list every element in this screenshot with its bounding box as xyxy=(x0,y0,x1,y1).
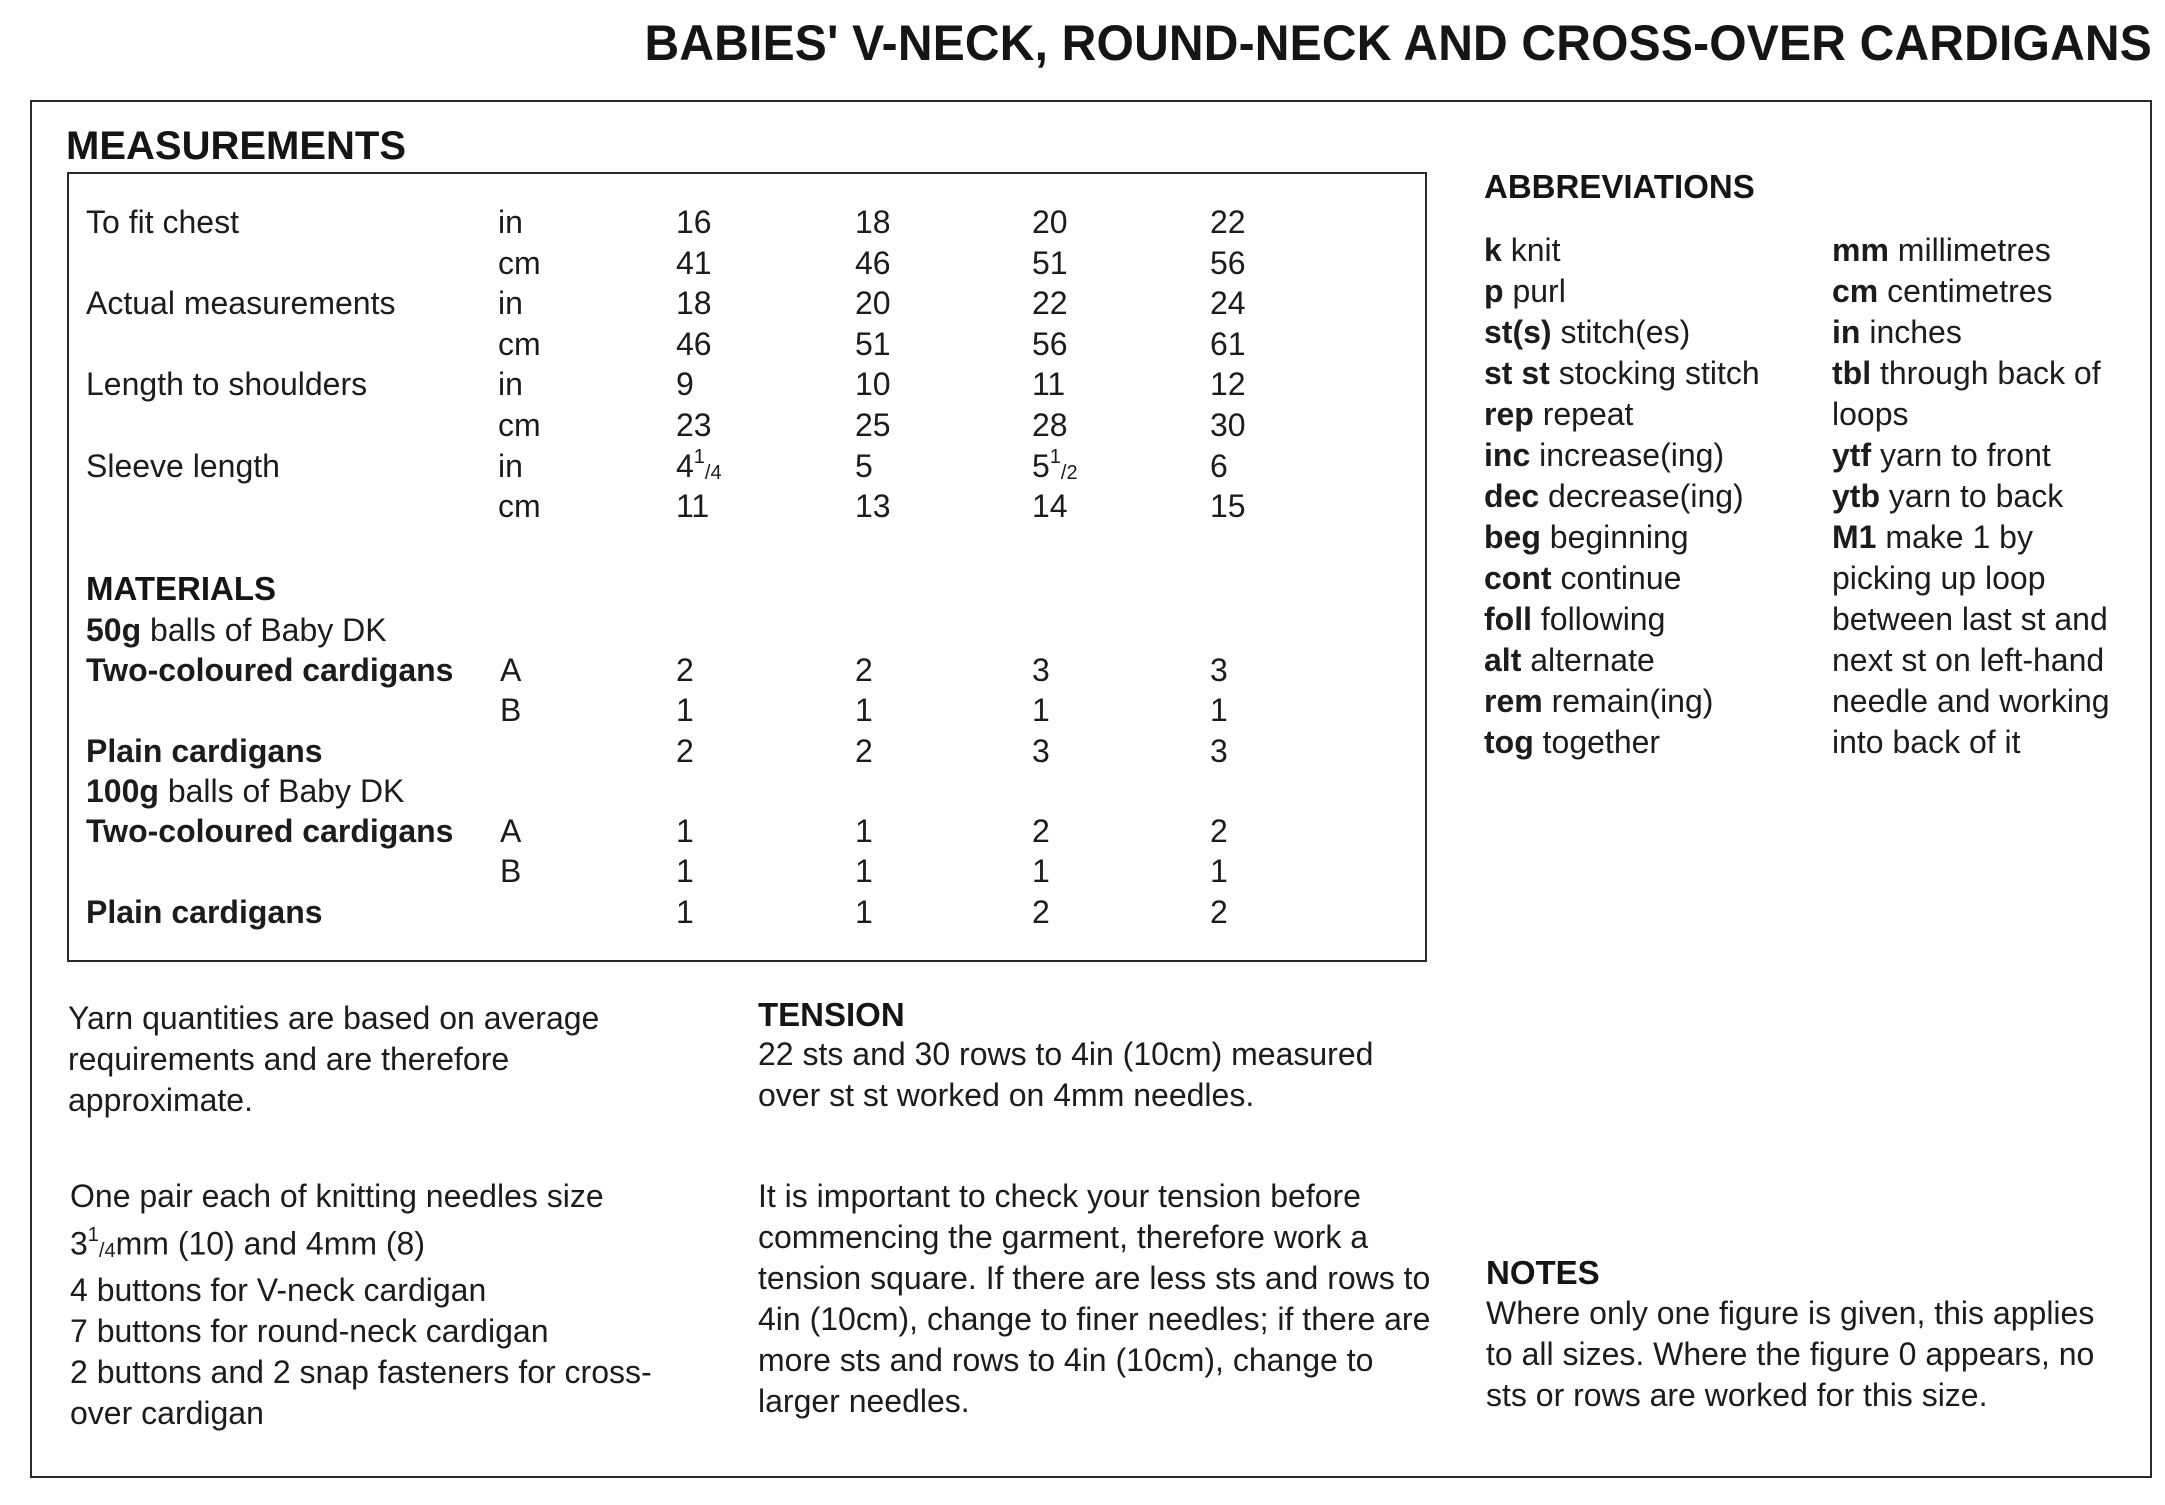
material-quantity: 2 xyxy=(1032,894,1050,930)
measurement-value: 9 xyxy=(676,366,694,403)
abbreviation-term: ytb xyxy=(1832,478,1880,514)
material-quantity: 3 xyxy=(1032,733,1050,769)
measurement-value: 20 xyxy=(1032,204,1068,240)
abbreviation-item xyxy=(1832,312,2110,353)
needles-line-1: One pair each of knitting needles size xyxy=(70,1178,604,1214)
abbreviation-item xyxy=(1484,394,1760,435)
fraction-denominator: 2 xyxy=(1066,461,1078,484)
materials-50g-rest: balls of Baby DK xyxy=(141,612,387,648)
measurement-value: 24 xyxy=(1210,285,1246,322)
materials-100g-rest: balls of Baby DK xyxy=(158,773,405,809)
measurement-label: Sleeve length xyxy=(86,447,280,484)
measurement-value: 23 xyxy=(676,407,712,443)
abbreviation-term: tbl xyxy=(1832,355,1872,391)
material-quantity: 3 xyxy=(1210,733,1228,769)
abbreviation-term: rep xyxy=(1484,396,1534,432)
two-coloured-label-50g: Two-coloured cardigans xyxy=(86,652,454,688)
measurement-value: 11 xyxy=(676,488,710,525)
abbreviation-item xyxy=(1484,722,1760,763)
measurement-unit: in xyxy=(498,204,523,240)
abbreviation-term: st(s) xyxy=(1484,314,1552,350)
abbreviation-term: tog xyxy=(1484,724,1534,760)
measurement-value: 6 xyxy=(1210,447,1228,484)
abbreviation-item xyxy=(1832,722,2110,763)
abbreviation-item xyxy=(1484,435,1760,476)
material-quantity: 2 xyxy=(1210,894,1228,930)
abbreviation-meaning: millimetres xyxy=(1897,232,2051,268)
abbreviation-meaning: following xyxy=(1540,601,1666,637)
measurement-value: 11 xyxy=(1032,366,1066,403)
material-quantity: 1 xyxy=(855,894,873,930)
material-quantity: 2 xyxy=(1032,813,1050,849)
measurement-value: 22 xyxy=(1032,285,1068,322)
fraction-numerator: 1 xyxy=(693,445,705,468)
abbreviation-term: dec xyxy=(1484,478,1540,514)
abbreviation-meaning: make 1 by xyxy=(1885,519,2033,555)
material-quantity: 1 xyxy=(676,853,694,889)
abbreviation-term: in xyxy=(1832,314,1861,350)
measurement-value: 14 xyxy=(1032,488,1068,525)
measurement-value: 20 xyxy=(855,285,891,322)
abbreviation-item xyxy=(1484,353,1760,394)
material-quantity: 1 xyxy=(855,692,873,728)
measurement-label: Length to shoulders xyxy=(86,366,368,403)
abbreviation-item xyxy=(1832,394,2110,435)
abbreviation-term: p xyxy=(1484,273,1504,309)
plain-label-50g: Plain cardigans xyxy=(86,733,323,769)
measurement-unit: in xyxy=(498,447,523,484)
measurement-unit: in xyxy=(498,366,523,403)
material-quantity: 1 xyxy=(676,894,694,930)
tension-text: 22 sts and 30 rows to 4in (10cm) measured over st st worked on 4mm needles. xyxy=(758,1036,1374,1113)
abbreviation-term: beg xyxy=(1484,519,1541,555)
measurement-value: 56 xyxy=(1210,244,1246,281)
yarn-quantities-note: Yarn quantities are based on average requirements and are therefore approximate. xyxy=(68,1000,600,1118)
abbreviation-item xyxy=(1832,640,2110,681)
abbreviation-item xyxy=(1484,681,1760,722)
measurement-value: 46 xyxy=(855,244,891,281)
abbreviation-meaning: centimetres xyxy=(1887,273,2053,309)
yarn-a-label-100g: A xyxy=(500,813,522,849)
page-title: BABIES' V-NECK, ROUND-NECK AND CROSS-OVER CARDIGANS xyxy=(644,15,2152,71)
needles-line-6: over cardigan xyxy=(70,1394,264,1431)
material-quantity: 2 xyxy=(676,652,694,688)
material-quantity: 1 xyxy=(1210,692,1228,728)
abbreviation-item xyxy=(1832,681,2110,722)
abbreviation-term: alt xyxy=(1484,642,1522,678)
needles-buttons-list xyxy=(70,1176,710,1434)
material-quantity: 2 xyxy=(855,652,873,688)
abbreviation-meaning: knit xyxy=(1510,232,1561,268)
abbreviation-meaning: continue xyxy=(1560,560,1682,596)
measurement-value: 51 xyxy=(855,325,891,362)
abbreviation-item xyxy=(1832,517,2110,558)
notes-text: Where only one figure is given, this applies to all sizes. Where the figure 0 appears, no sts or rows are worked for this size. xyxy=(1486,1295,2095,1413)
abbreviation-item xyxy=(1832,271,2110,312)
abbreviation-meaning: purl xyxy=(1512,273,1566,309)
materials-100g-line xyxy=(86,773,404,810)
abbreviation-item xyxy=(1484,558,1760,599)
abbreviation-meaning: stocking stitch xyxy=(1558,355,1760,391)
materials-50g-line xyxy=(86,612,387,649)
needles-line-4: 7 buttons for round-neck cardigan xyxy=(70,1312,549,1349)
measurement-value: 51 xyxy=(1032,244,1068,281)
abbreviation-item xyxy=(1484,230,1760,271)
abbreviation-item xyxy=(1832,230,2110,271)
abbreviation-meaning: into back of it xyxy=(1832,724,2021,760)
abbreviation-meaning: stitch(es) xyxy=(1560,314,1691,350)
abbreviation-meaning: yarn to back xyxy=(1888,478,2064,514)
abbreviation-item xyxy=(1484,271,1760,312)
abbreviation-meaning: alternate xyxy=(1530,642,1655,678)
measurement-value: 16 xyxy=(676,204,712,240)
abbreviation-item xyxy=(1832,476,2110,517)
two-coloured-label-100g: Two-coloured cardigans xyxy=(86,813,454,849)
abbreviations-heading: ABBREVIATIONS xyxy=(1484,168,1755,205)
abbreviation-meaning: increase(ing) xyxy=(1539,437,1725,473)
needles-line-3: 4 buttons for V-neck cardigan xyxy=(70,1271,487,1308)
abbreviation-meaning: picking up loop xyxy=(1832,560,2046,596)
measurement-label: To fit chest xyxy=(86,204,239,240)
abbreviation-term: ytf xyxy=(1832,437,1872,473)
abbreviations-left-column xyxy=(1484,230,1760,763)
tension-check-text: It is important to check your tension before commencing the garment, therefore work a tension square. If there are less sts and rows to 4in (10cm), change to finer needles; if there are more sts and rows to 4in (10cm), change to larger needles. xyxy=(758,1178,1431,1419)
measurement-unit: cm xyxy=(498,325,541,362)
notes-heading: NOTES xyxy=(1486,1254,1600,1291)
abbreviation-meaning: through back of xyxy=(1879,355,2101,391)
materials-100g-bold: 100g xyxy=(86,773,159,809)
measurement-value: 13 xyxy=(855,488,891,525)
material-quantity: 1 xyxy=(855,813,873,849)
material-quantity: 1 xyxy=(676,692,694,728)
abbreviations-right-column xyxy=(1832,230,2110,763)
measurement-value: $4^1/4$ xyxy=(676,445,722,484)
materials-50g-bold: 50g xyxy=(86,612,142,648)
material-quantity: 1 xyxy=(1032,692,1050,728)
material-quantity: 2 xyxy=(855,733,873,769)
materials-heading: MATERIALS xyxy=(86,570,277,607)
abbreviation-meaning: remain(ing) xyxy=(1551,683,1714,719)
material-quantity: 1 xyxy=(676,813,694,849)
abbreviation-item xyxy=(1484,517,1760,558)
measurement-value: 22 xyxy=(1210,204,1246,240)
measurement-value: 10 xyxy=(855,366,891,403)
yarn-b-label-50g: B xyxy=(500,692,522,728)
abbreviation-term: cont xyxy=(1484,560,1552,596)
material-quantity: 2 xyxy=(676,733,694,769)
yarn-b-label-100g: B xyxy=(500,853,522,889)
abbreviation-term: rem xyxy=(1484,683,1543,719)
measurement-value: 56 xyxy=(1032,325,1068,362)
abbreviation-item xyxy=(1484,476,1760,517)
abbreviation-meaning: beginning xyxy=(1549,519,1689,555)
abbreviation-item xyxy=(1484,640,1760,681)
abbreviation-meaning: between last st and xyxy=(1832,601,2108,637)
plain-label-100g: Plain cardigans xyxy=(86,894,323,930)
abbreviation-item xyxy=(1484,599,1760,640)
measurement-value: 12 xyxy=(1210,366,1246,403)
measurement-unit: cm xyxy=(498,244,541,281)
needles-line-2: $3^1/4mm$ (10) and 4mm (8) xyxy=(70,1224,425,1262)
abbreviation-term: foll xyxy=(1484,601,1532,637)
measurement-value: 18 xyxy=(676,285,712,322)
measurement-value: 46 xyxy=(676,325,712,362)
abbreviation-item xyxy=(1832,435,2110,476)
measurement-value: $5^1/2$ xyxy=(1032,445,1078,484)
abbreviation-meaning: repeat xyxy=(1542,396,1634,432)
material-quantity: 3 xyxy=(1032,652,1050,688)
measurement-value: 25 xyxy=(855,407,891,443)
needles-line-5: 2 buttons and 2 snap fasteners for cross- xyxy=(70,1353,652,1390)
needles-frac-den: 4 xyxy=(104,1239,116,1262)
material-quantity: 3 xyxy=(1210,652,1228,688)
measurement-value: 28 xyxy=(1032,407,1068,443)
abbreviation-meaning: needle and working xyxy=(1832,683,2110,719)
material-quantity: 1 xyxy=(1032,853,1050,889)
abbreviation-meaning: next st on left-hand xyxy=(1832,642,2105,678)
measurement-unit: cm xyxy=(498,488,541,525)
tension-heading: TENSION xyxy=(758,996,905,1033)
abbreviation-term: k xyxy=(1484,232,1502,268)
measurement-value: 5 xyxy=(855,447,873,484)
fraction-numerator: 1 xyxy=(1049,445,1061,468)
abbreviation-term: mm xyxy=(1832,232,1889,268)
measurement-unit: cm xyxy=(498,407,541,443)
abbreviation-term: inc xyxy=(1484,437,1531,473)
measurement-value: 30 xyxy=(1210,407,1246,443)
abbreviation-item xyxy=(1484,312,1760,353)
yarn-a-label-50g: A xyxy=(500,652,522,688)
measurement-unit: in xyxy=(498,285,523,322)
abbreviation-term: cm xyxy=(1832,273,1879,309)
abbreviation-item xyxy=(1832,599,2110,640)
abbreviation-term: M1 xyxy=(1832,519,1877,555)
abbreviation-meaning: together xyxy=(1542,724,1661,760)
material-quantity: 1 xyxy=(1210,853,1228,889)
fraction-denominator: 4 xyxy=(710,461,722,484)
measurement-value: 18 xyxy=(855,204,891,240)
measurement-value: 61 xyxy=(1210,325,1246,362)
abbreviation-term: st st xyxy=(1484,355,1550,391)
measurement-value: 41 xyxy=(676,244,712,281)
measurements-heading: MEASUREMENTS xyxy=(66,124,407,168)
material-quantity: 1 xyxy=(855,853,873,889)
abbreviation-item xyxy=(1832,558,2110,599)
abbreviation-meaning: inches xyxy=(1869,314,1962,350)
abbreviation-meaning: decrease(ing) xyxy=(1548,478,1744,514)
abbreviation-meaning: loops xyxy=(1832,396,1909,432)
needles-frac-num: 1 xyxy=(87,1224,99,1246)
abbreviation-meaning: yarn to front xyxy=(1880,437,2051,473)
measurement-value: 15 xyxy=(1210,488,1246,525)
material-quantity: 2 xyxy=(1210,813,1228,849)
measurement-label: Actual measurements xyxy=(86,285,396,322)
abbreviation-item xyxy=(1832,353,2110,394)
